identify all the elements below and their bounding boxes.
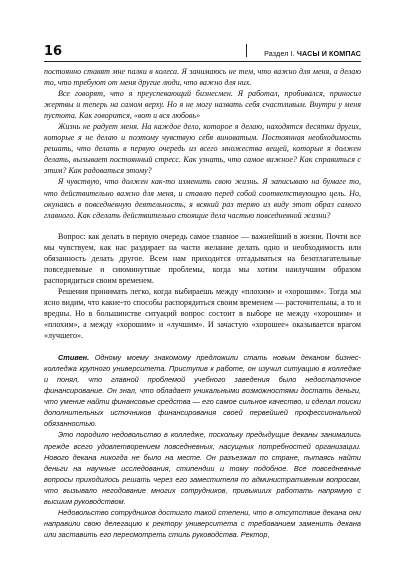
case-paragraph: Недовольство сотрудников достигло такой степени, что в отсутствие декана они направили свою делегацию к ректору университета с требованием заменить декана или заставить его пересмотреть стиль руководства. Ректор, bbox=[44, 507, 361, 539]
quote-paragraph: Все говорят, что я преуспевающий бизнесмен. Я работал, пробивался, приносил жертвы и теперь на самом верху. Но я не могу назвать себя счастливым. Внутри у меня пустота. Как говорится, «вот и вся любовь» bbox=[44, 89, 361, 121]
body-paragraph: Решения принимать легко, когда выбираешь между «плохим» и «хорошим». Тогда мы ясно видим, что какие-то способы распорядиться своим временем — расточительны, а то и вредны. Но в большинстве ситуаций вопрос состоит в выборе не между «хорошим» и «плохим», а между «хорошим» и «лучшим». И зачастую «хорошее» оказывается врагом «лучшего». bbox=[44, 286, 361, 341]
case-study bbox=[44, 352, 361, 540]
quote-paragraph: Я чувствую, что должен как-то изменить свою жизнь. Я записываю на бумаге то, что действительно важно для меня, и ставлю перед собой соответствующую цель. Но, окунаясь в повседневную деятельность, я всякий раз теряю из виду этот образ самого главного. Как сделать действительно стоящие дела частью повседневной жизни? bbox=[44, 177, 361, 220]
header-rule bbox=[44, 61, 361, 62]
case-paragraph bbox=[44, 352, 361, 429]
page-number: 16 bbox=[44, 44, 63, 59]
running-head-section: Раздел I. bbox=[264, 49, 295, 58]
running-head-title: ЧАСЫ И КОМПАС bbox=[296, 49, 361, 58]
case-paragraph: Это породило недовольство в колледже, поскольку предыдущие деканы занимались прежде всего удовлетворением повседневных, насущных потребностей организации. Нового декана никогда не было на месте. Он разъезжал по стране, пытаясь найти деньги на научные исследования, стипендии и тому подобное. Все повседневные вопросы приходилось решать через его заместителя по административным вопросам, что вызывало негодование многих сотрудников, привыкших работать напрямую с высшим руководством. bbox=[44, 430, 361, 506]
header-separator bbox=[246, 44, 247, 57]
case-name: Стивен. bbox=[58, 353, 90, 363]
page-header bbox=[44, 42, 361, 58]
page-content bbox=[44, 66, 361, 540]
case-text: Одному моему знакомому предложили стать новым деканом бизнес-колледжа крупного университета. Приступив к работе, он изучил ситуацию в колледже и понял, что главной проблемой учебного заведения было недостаточное финансирование. Он знал, что обладает уникальными возможностями достать деньги, что умение найти финансовые средства — его самое сильное качество, и сделал поиски дополнительных источников финансирования своей первейшей профессиональной обязанностью. bbox=[44, 353, 361, 429]
quote-block bbox=[44, 66, 361, 221]
body-paragraph: Вопрос: как делать в первую очередь самое главное — важнейший в жизни. Почти все мы чувствуем, как нас раздирает на части желание делать одно и необходимость или обязанность делать другое. Всем нам приходится отгадываться на безотлагательные повседневные и сиюминутные проблемы, когда мы хотим наилучшим образом распорядиться своим временем. bbox=[44, 231, 361, 285]
body-text bbox=[44, 231, 361, 341]
quote-paragraph: постоянно ставят мне палки в колеса. Я занимаюсь не тем, что важно для меня, а делаю то, что требуют от меня другие люди, что важно для них. bbox=[44, 67, 361, 88]
running-head bbox=[264, 50, 361, 58]
quote-paragraph: Жизнь не радует меня. На каждое дело, которое я делаю, находятся десятки других, которые я не делаю и поэтому чувствую себя виноватым. Постоянная необходимость решать, что делать в первую очередь из всего множества вещей, которые я должен делать, вызывает постоянный стресс. Как узнать, что самое важное? Как справиться с этим? Как радоваться этому? bbox=[44, 122, 361, 176]
